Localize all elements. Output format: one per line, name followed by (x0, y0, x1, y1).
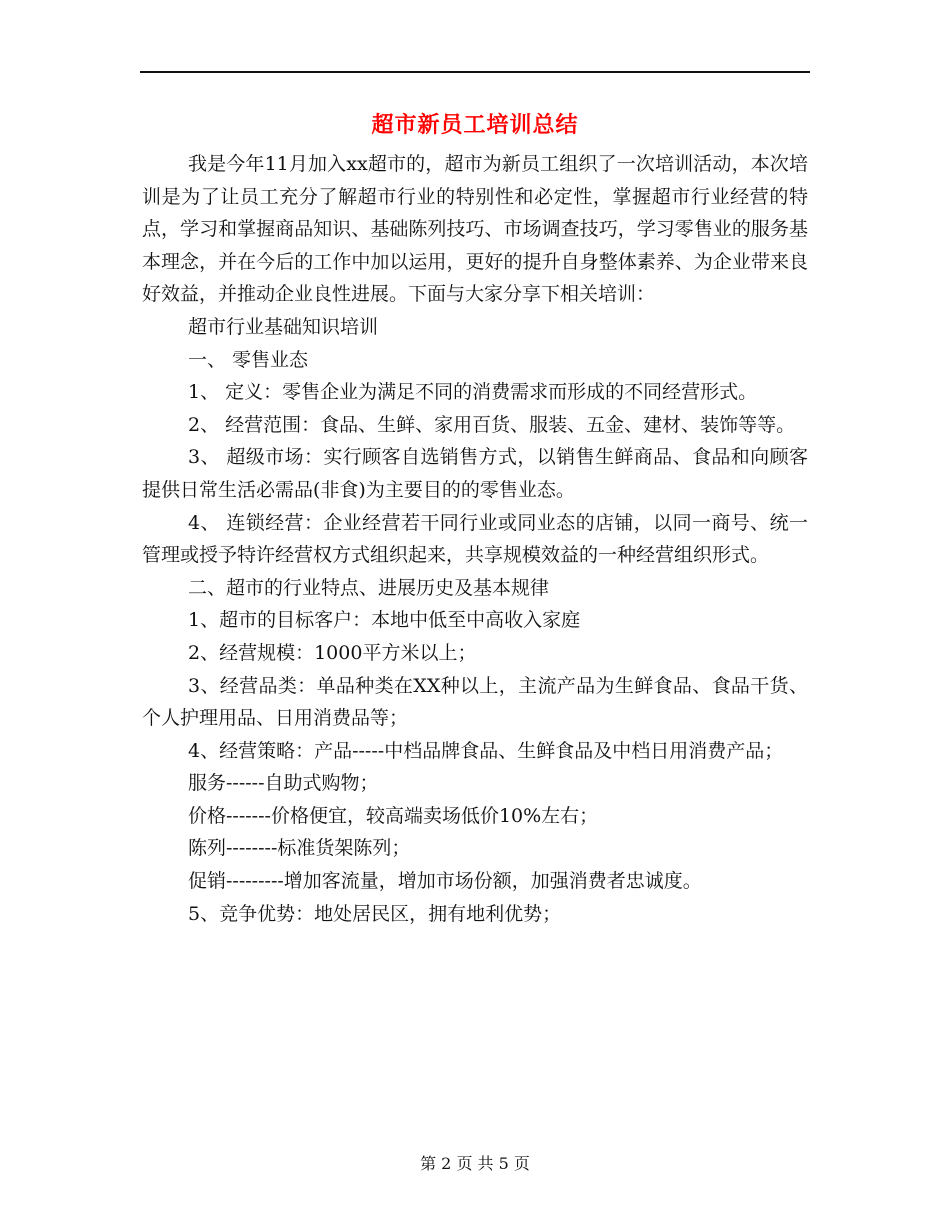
list-item-business-scope: 2、 经营范围：食品、生鲜、家用百货、服装、五金、建材、装饰等等。 (188, 413, 796, 436)
section-heading-basic-training: 超市行业基础知识培训 (188, 315, 379, 338)
list-item-target-customers: 1、超市的目标客户：本地中低至中高收入家庭 (188, 609, 581, 632)
strategy-price: 价格-------价格便宜，较高端卖场低价10%左右； (188, 804, 599, 827)
list-item-supermarket: 3、 超级市场：实行顾客自选销售方式，以销售生鲜商品、食品和向顾客提供日常生活必需品(非食)为主要目的的零售业态。 (142, 446, 808, 501)
page-number-footer: 第 2 页 共 5 页 (420, 1154, 530, 1173)
list-item-business-strategy: 4、经营策略：产品-----中档品牌食品、生鲜食品及中档日用消费产品； (188, 739, 784, 762)
strategy-service: 服务------自助式购物； (188, 772, 379, 795)
intro-paragraph: 我是今年11月加入xx超市的，超市为新员工组织了一次培训活动，本次培训是为了让员工充分了解超市行业的特别性和必定性，掌握超市行业经营的特点，学习和掌握商品知识、基础陈列技巧、市场调查技巧，学习零售业的服务基本理念，并在今后的工作中加以运用，更好的提升自身整体素养、为企业带来良好效益，并推动企业良性进展。下面与大家分享下相关培训： (142, 153, 808, 306)
document-title: 超市新员工培训总结 (371, 112, 579, 138)
strategy-promotion: 促销---------增加客流量，增加市场份额，加强消费者忠诚度。 (188, 870, 702, 893)
strategy-display: 陈列--------标准货架陈列； (188, 837, 411, 860)
list-item-product-categories: 3、经营品类：单品种类在XX种以上，主流产品为生鲜食品、食品干货、个人护理用品、日用消费品等； (142, 674, 808, 730)
list-item-business-scale: 2、经营规模：1000平方米以上； (188, 641, 477, 664)
document-body (142, 148, 808, 930)
list-item-chain-operation: 4、 连锁经营：企业经营若干同行业或同业态的店铺，以同一商号、统一管理或授予特许经营权方式组织起来，共享规模效益的一种经营组织形式。 (142, 511, 808, 567)
section-heading-industry-features: 二、超市的行业特点、进展历史及基本规律 (188, 576, 550, 599)
list-item-definition: 1、 定义：零售企业为满足不同的消费需求而形成的不同经营形式。 (188, 381, 758, 404)
header-divider (140, 71, 810, 73)
section-heading-retail-formats: 一、 零售业态 (188, 348, 309, 371)
list-item-competitive-advantage: 5、竞争优势：地处居民区，拥有地利优势； (188, 902, 562, 925)
